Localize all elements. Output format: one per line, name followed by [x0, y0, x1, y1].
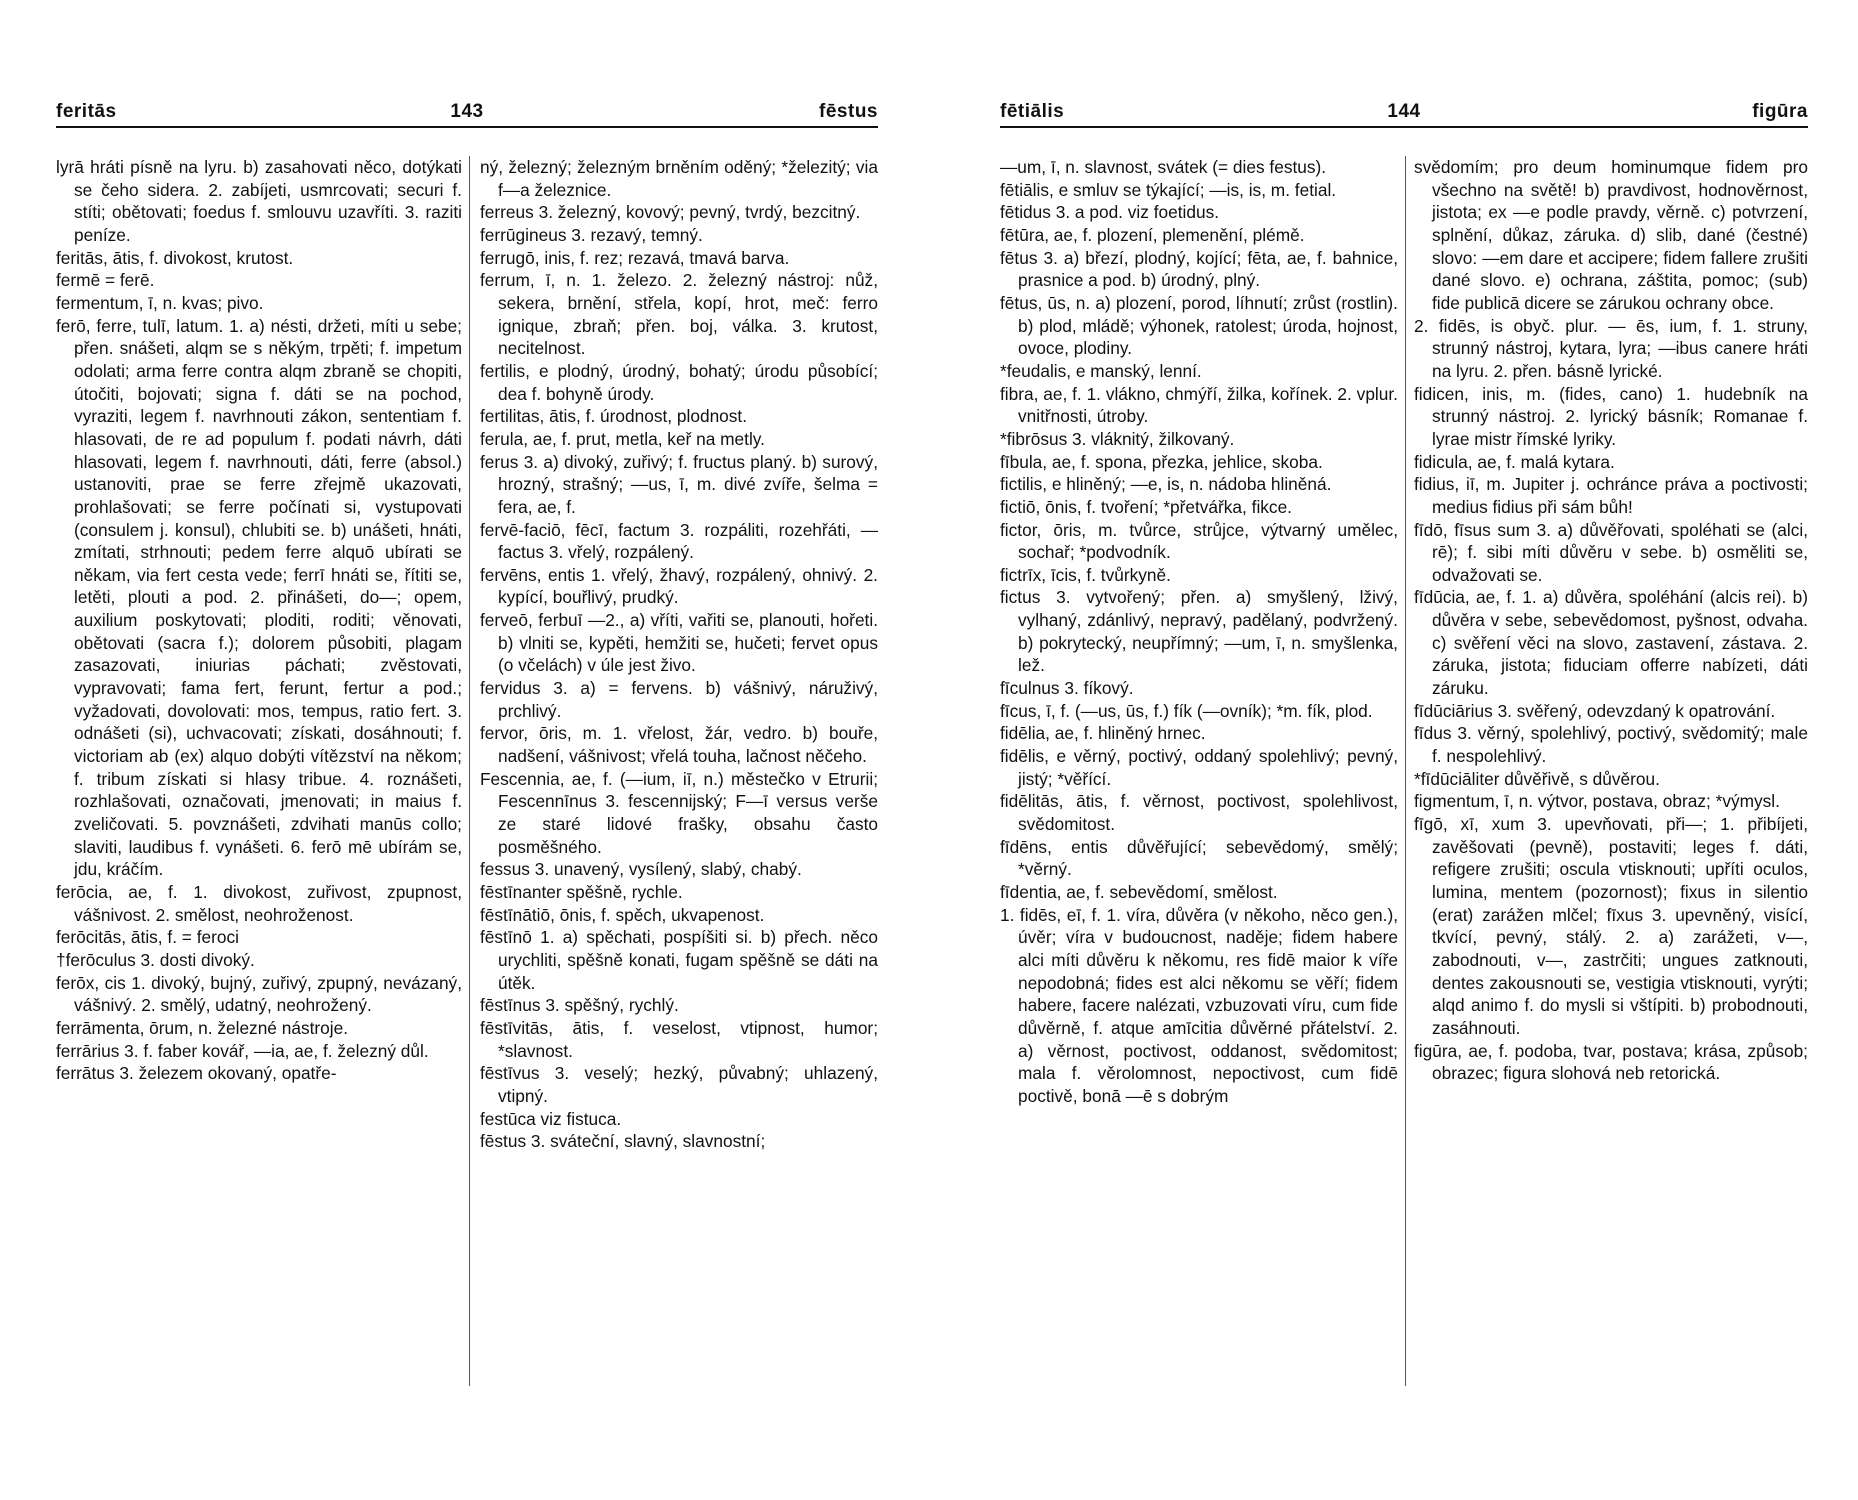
- dictionary-entry: fīdūciārius 3. svěřený, odevzdaný k opatrování.: [1414, 700, 1776, 721]
- dictionary-entry: fictiō, ōnis, f. tvoření; *přetvářka, fikce.: [1000, 496, 1292, 517]
- dictionary-entry: fēstus 3. sváteční, slavný, slavnostní;: [480, 1131, 766, 1152]
- dictionary-entry: fētus, ūs, n. a) plození, porod, líhnutí; zrůst (rostlin). b) plod, mládě; výhonek, ratolest; úroda, hojnost, ovoce, plodiny.: [1000, 292, 1398, 359]
- dictionary-entry: Fescennia, ae, f. (—ium, iī, n.) městečko v Etrurii; Fescennīnus 3. fescennijský; F—ī versus verše ze staré lidové frašky, obsahu často posměšného.: [480, 768, 878, 857]
- dictionary-entry: fēstīnanter spěšně, rychle.: [480, 882, 683, 902]
- dictionary-entry: ferrugō, inis, f. rez; rezavá, tmavá barva.: [480, 247, 790, 268]
- dictionary-entry: fēstīvus 3. veselý; hezký, půvabný; uhlazený, vtipný.: [480, 1063, 878, 1106]
- dictionary-entry: fibra, ae, f. 1. vlákno, chmýří, žilka, kořínek. 2. vplur. vnitřnosti, útroby.: [1000, 383, 1398, 427]
- dictionary-entry: fīdō, fīsus sum 3. a) důvěřovati, spoléhati se (alci, rē); f. sibi míti důvěru v sebe. b) osměliti se, odvažovati se.: [1414, 519, 1808, 585]
- dictionary-entry: fīdēns, entis důvěřující; sebevědomý, smělý; *věrný.: [1000, 836, 1398, 880]
- dictionary-entry: ferreus 3. železný, kovový; pevný, tvrdý, bezcitný.: [480, 202, 861, 223]
- dictionary-entry: fictrīx, īcis, f. tvůrkyně.: [1000, 564, 1171, 585]
- dictionary-entry: fētus 3. a) březí, plodný, kojící; fēta, ae, f. bahnice, prasnice a pod. b) úrodný, plný.: [1000, 247, 1398, 291]
- dictionary-entry: fervidus 3. a) = fervens. b) vášnivý, náruživý, prchlivý.: [480, 678, 878, 721]
- dictionary-entry: 1. fidēs, eī, f. 1. víra, důvěra (v někoho, něco gen.), úvěr; víra v budoucnost, naděje; fidem habere alci míti důvěru k někomu, res fidē maior k víře nepodobná; fides est alci někomu se věří; fidem habere, facere nalézati, vzbuzovati víru, cum fide důvěrně, f. atque amīcitia důvěrné přátelství. 2. a) věrnost, poctivost, oddanost, svědomitost; mala f. věrolomnost, nepoctivost, cum fidē poctivě, bonā —ē s dobrým: [1000, 904, 1398, 1106]
- dictionary-entry: fīculnus 3. fíkový.: [1000, 678, 1134, 699]
- dictionary-entry: ferrāmenta, ōrum, n. železné nástroje.: [56, 1017, 349, 1038]
- dictionary-entry: fervor, ōris, m. 1. vřelost, žár, vedro. b) bouře, nadšení, vášnivost; vřelá touha, lačnost něčeho.: [480, 723, 878, 767]
- header-guide-word-first: feritās: [56, 101, 117, 122]
- dictionary-entry: fībula, ae, f. spona, přezka, jehlice, skoba.: [1000, 451, 1323, 472]
- left-page: [56, 100, 878, 1152]
- dictionary-entry: ferrārius 3. f. faber kovář, —ia, ae, f. železný důl.: [56, 1040, 429, 1061]
- column-divider: [469, 156, 470, 1386]
- dictionary-entry: ferōx, cis 1. divoký, bujný, zuřivý, zpupný, nevázaný, vášnivý. 2. smělý, udatný, neohrožený.: [56, 972, 462, 1016]
- dictionary-entry: ferō, ferre, tulī, latum. 1. a) nésti, držeti, míti u sebe; přen. snášeti, alqm se s někým, trpěti; f. impetum odolati; arma ferre contra alqm zbraně se chopiti, útočiti, bojovati; signa f. dáti se na pochod, vyraziti, legem f. navrhnouti zákon, sententiam f. hlasovati, de re ad populum f. podati návrh, dáti hlasovati, legem f. navrhnouti, dáti, ferre (absol.) ustanoviti, prae se ferre zřejmě ukazovati, prohlašovati; se ferre počínati si, vystupovati (consulem j. konsul), chlubiti se. b) unášeti, hnáti, zmítati, strhnouti; pedem ferre alquō ubírati se někam, via fert cesta vede; ferrī hnáti se, řítiti se, letěti, plouti a pod. 2. přinášeti, do—; opem, auxilium poskytovati; ploditi, roditi; věnovati, obětovati (sacra f.); dolorem působiti, plagam zasazovati, iniurias páchati; zvěstovati, vypravovati; fama fert, ferunt, fertur a pod.; vyžadovati, dovolovati: mos, tempus, ratio fert. 3. odnášeti (si), uchvacovati; získati, dosáhnouti; f. victoriam ab (ex) alquo dobýti vítězství na někom; f. tribum získati si hlasy tribue. 4. roznášeti, rozhlašovati, označovati, jmenovati; in maius f. zveličovati. 5. povznášeti, zdvihati manūs collo; slaviti, laudibus f. vynášeti. 6. ferō mē ubírám se, jdu, kráčím.: [56, 315, 462, 880]
- dictionary-entry: feritās, ātis, f. divokost, krutost.: [56, 247, 294, 268]
- dictionary-entry: fēstīnātiō, ōnis, f. spěch, ukvapenost.: [480, 904, 765, 925]
- dictionary-entry: ferrātus 3. železem okovaný, opatře-: [56, 1063, 337, 1084]
- column-right: [480, 156, 878, 1153]
- dictionary-entry: —um, ī, n. slavnost, svátek (= dies festus).: [1000, 157, 1327, 177]
- dictionary-entry: †ferōculus 3. dosti divoký.: [56, 949, 255, 970]
- column-right: [1414, 156, 1808, 1085]
- dictionary-entry: figmentum, ī, n. výtvor, postava, obraz; *výmysl.: [1414, 791, 1780, 812]
- page-number: 143: [450, 101, 484, 122]
- right-page: [1000, 100, 1808, 1106]
- dictionary-entry: fessus 3. unavený, vysílený, slabý, chabý.: [480, 859, 802, 880]
- dictionary-entry: *fibrōsus 3. vláknitý, žilkovaný.: [1000, 428, 1235, 449]
- dictionary-entry: fidicen, inis, m. (fides, cano) 1. hudebník na strunný nástroj. 2. lyrický básník; Romanae f. lyrae mistr římské lyriky.: [1414, 383, 1808, 449]
- dictionary-entry: ferōcia, ae, f. 1. divokost, zuřivost, zpupnost, vášnivost. 2. smělost, neohroženost.: [56, 882, 462, 925]
- dictionary-entry: fētiālis, e smluv se týkající; —is, is, m. fetial.: [1000, 179, 1337, 200]
- dictionary-entry: fētidus 3. a pod. viz foetidus.: [1000, 202, 1220, 223]
- dictionary-entry: *feudalis, e manský, lenní.: [1000, 360, 1202, 381]
- dictionary-entry: ferula, ae, f. prut, metla, keř na metly.: [480, 428, 765, 449]
- dictionary-entry: fertilitas, ātis, f. úrodnost, plodnost.: [480, 406, 748, 427]
- dictionary-entry: ferōcitās, ātis, f. = feroci: [56, 927, 239, 948]
- header-guide-word-first: fētiālis: [1000, 101, 1065, 122]
- dictionary-entry: fīdus 3. věrný, spolehlivý, poctivý, svědomitý; male f. nespolehlivý.: [1414, 723, 1808, 767]
- dictionary-entry: ferveō, ferbuī —2., a) vříti, vařiti se, planouti, hořeti. b) vlniti se, kypěti, hemžiti se, hučeti; fervet opus (o včelách) v úle jest živo.: [480, 610, 878, 676]
- dictionary-entry: fīcus, ī, f. (—us, ūs, f.) fík (—ovník); *m. fík, plod.: [1000, 700, 1373, 721]
- header-guide-word-last: fēstus: [819, 101, 878, 122]
- dictionary-entry: fēstīnus 3. spěšný, rychlý.: [480, 995, 679, 1016]
- dictionary-entry: figūra, ae, f. podoba, tvar, postava; krása, způsob; obrazec; figura slohová neb retorická.: [1414, 1040, 1808, 1084]
- dictionary-entry: fermē = ferē.: [56, 270, 155, 291]
- dictionary-entry: fēstīvitās, ātis, f. veselost, vtipnost, humor; *slavnost.: [480, 1017, 878, 1061]
- dictionary-entry: ferrūgineus 3. rezavý, temný.: [480, 224, 703, 245]
- column-divider: [1405, 156, 1406, 1386]
- dictionary-entry: fervēns, entis 1. vřelý, žhavý, rozpálený, ohnivý. 2. kypící, bouřlivý, prudký.: [480, 564, 878, 608]
- dictionary-entry: svědomím; pro deum hominumque fidem pro všechno na světě! b) pravdivost, hodnověrnost, jistota; ex —e podle pravdy, věrně. c) potvrzení, splnění, důkaz, záruka. d) slib, dané (čestné) slovo: —em dare et accipere; fidem fallere zrušiti dané slovo. e) ochrana, záštita, pomoc; (sub) fide publicā dicere se zárukou ochrany obce.: [1414, 157, 1808, 313]
- dictionary-entry: 2. fidēs, is obyč. plur. — ēs, ium, f. 1. struny, strunný nástroj, kytara, lyra; —ibus canere hráti na lyru. 2. přen. básně lyrické.: [1414, 315, 1808, 381]
- dictionary-entry: fidius, iī, m. Jupiter j. ochránce práva a poctivosti; medius fidius při sám bůh!: [1414, 474, 1808, 517]
- page-header: [1000, 100, 1808, 128]
- dictionary-entry: ferus 3. a) divoký, zuřivý; f. fructus planý. b) surový, hrozný, strašný; —us, ī, m. divé zvíře, šelma = fera, ae, f.: [480, 451, 878, 517]
- dictionary-entry: fermentum, ī, n. kvas; pivo.: [56, 292, 264, 313]
- dictionary-entry: fēstīnō 1. a) spěchati, pospíšiti si. b) přech. něco urychliti, spěšně konati, fugam spěšně se dáti na útěk.: [480, 927, 878, 993]
- dictionary-entry: ferrum, ī, n. 1. železo. 2. železný nástroj: nůž, sekera, brnění, střela, kopí, hrot, meč: ferro ignique, zbraň; přen. boj, válka. 3. krutost, necitelnost.: [480, 270, 878, 359]
- dictionary-entry: lyrā hráti písně na lyru. b) zasahovati něco, dotýkati se čeho sidera. 2. zabíjeti, usmrcovati; securi f. stíti; obětovati; foedus f. smlouvu uzavříti. 3. raziti peníze.: [56, 157, 462, 245]
- dictionary-entry: ný, železný; železným brněním oděný; *železitý; via f—a železnice.: [480, 157, 878, 200]
- dictionary-entry: festūca viz fistuca.: [480, 1108, 622, 1129]
- dictionary-entry: fētūra, ae, f. plození, plemenění, plémě.: [1000, 224, 1305, 245]
- dictionary-entry: fictilis, e hliněný; —e, is, n. nádoba hliněná.: [1000, 474, 1332, 495]
- column-left: [1000, 156, 1398, 1108]
- dictionary-entry: *fīdūciāliter důvěřivě, s důvěrou.: [1414, 768, 1660, 789]
- dictionary-entry: fidēlitās, ātis, f. věrnost, poctivost, spolehlivost, svědomitost.: [1000, 791, 1398, 835]
- dictionary-entry: fidēlis, e věrný, poctivý, oddaný spolehlivý; pevný, jistý; *věřící.: [1000, 746, 1398, 789]
- header-guide-word-last: figūra: [1752, 101, 1808, 122]
- dictionary-entry: fictor, ōris, m. tvůrce, strůjce, výtvarný umělec, sochař; *podvodník.: [1000, 519, 1398, 563]
- page-header: [56, 100, 878, 128]
- dictionary-entry: fidicula, ae, f. malá kytara.: [1414, 451, 1615, 472]
- page-number: 144: [1387, 101, 1421, 122]
- dictionary-entry: fīgō, xī, xum 3. upevňovati, při—; 1. přibíjeti, zavěšovati (pevně), postaviti; leges f. dáti, refigere zrušiti; oscula vtisknouti; upříti oculos, lumina, mentem (pozornost); fixus in silentio (erat) zarážen mlčel; fīxus 3. upevněný, visící, tkvící, pevný, stálý. 2. a) zarážeti, v—, zabodnouti, v—, zastrčiti; ungues zatknouti, dentes zakousnouti se, vestigia vtisknouti, vyrýti; alqd animo f. do mysli si vštípiti. b) probodnouti, zasáhnouti.: [1414, 814, 1808, 1038]
- column-left: [56, 156, 462, 1085]
- dictionary-entry: fīdentia, ae, f. sebevědomí, smělost.: [1000, 882, 1278, 902]
- dictionary-entry: fertilis, e plodný, úrodný, bohatý; úrodu působící; dea f. bohyně úrody.: [480, 360, 878, 404]
- dictionary-entry: fidēlia, ae, f. hliněný hrnec.: [1000, 723, 1206, 744]
- dictionary-entry: fictus 3. vytvořený; přen. a) smyšlený, lživý, vylhaný, zdánlivý, nepravý, padělaný, podvržený. b) pokrytecký, neupřímný; —um, ī, n. smyšlenka, lež.: [1000, 587, 1398, 676]
- dictionary-entry: fervē-faciō, fēcī, factum 3. rozpáliti, rozehřáti, — factus 3. vřelý, rozpálený.: [480, 519, 878, 563]
- dictionary-entry: fīdūcia, ae, f. 1. a) důvěra, spoléhání (alcis rei). b) důvěra v sebe, sebevědomost, pyšnost, odvaha. c) svěření věci na slovo, zastavení, zástava. 2. záruka, jistota; fiduciam offerre nabízeti, dáti záruku.: [1414, 587, 1808, 699]
